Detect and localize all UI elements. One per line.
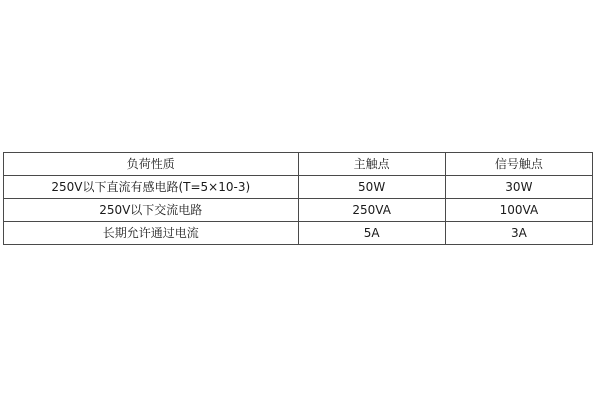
table-cell-signal-contact: 100VA	[445, 199, 592, 222]
table-cell-load-nature: 250V以下直流有感电路(T=5×10-3)	[4, 176, 299, 199]
table-row	[4, 176, 593, 199]
contact-load-spec-table	[3, 152, 593, 245]
table-cell-main-contact: 5A	[298, 222, 445, 245]
header-cell-load-nature: 负荷性质	[4, 153, 299, 176]
header-cell-main-contact: 主触点	[298, 153, 445, 176]
table-cell-load-nature: 长期允许通过电流	[4, 222, 299, 245]
table-cell-signal-contact: 30W	[445, 176, 592, 199]
table-cell-signal-contact: 3A	[445, 222, 592, 245]
table-cell-load-nature: 250V以下交流电路	[4, 199, 299, 222]
header-cell-signal-contact: 信号触点	[445, 153, 592, 176]
table-row	[4, 199, 593, 222]
table-cell-main-contact: 250VA	[298, 199, 445, 222]
spec-table-container	[3, 152, 593, 245]
table-row	[4, 222, 593, 245]
table-header-row	[4, 153, 593, 176]
table-cell-main-contact: 50W	[298, 176, 445, 199]
